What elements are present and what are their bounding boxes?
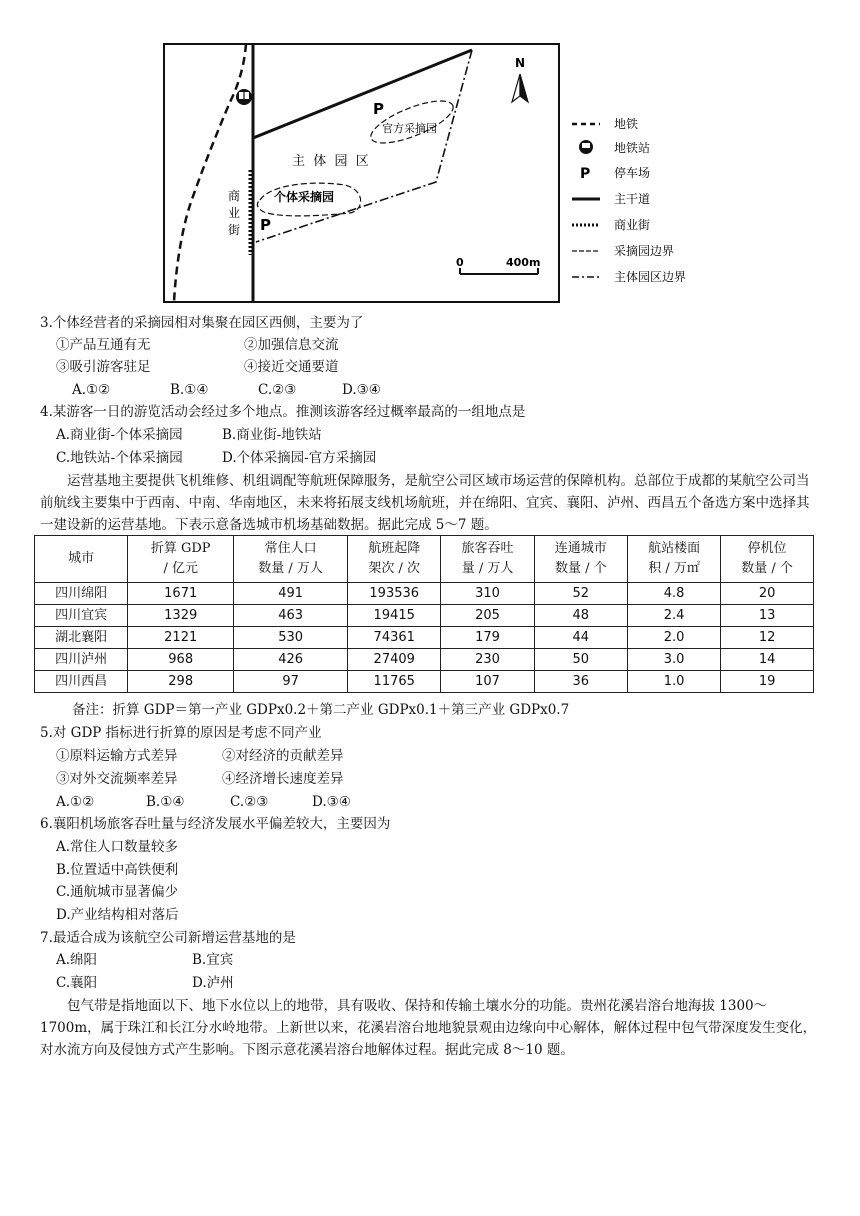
park-boundary [256,50,472,242]
park-map [160,40,700,306]
table-row [35,605,814,627]
table-cell: 107 [441,671,534,693]
table-cell: 530 [234,627,348,649]
legend-parking-icon: P [580,166,591,182]
table-cell: 463 [234,605,348,627]
q5-choice-d: D.③④ [312,794,351,810]
commercial-street-label: 街 [228,223,241,237]
table-header: 旅客吞吐 量 / 万人 [441,536,534,583]
scale-distance: 400m [506,256,541,269]
map-frame [164,44,559,302]
table-cell: 14 [721,649,814,671]
north-arrow-icon [512,74,528,102]
table-note: 备注：折算 GDP＝第一产业 GDPx0.2＋第二产业 GDPx0.1＋第三产业 GDPx0.7 [72,702,570,718]
legend-station-icon [579,140,593,154]
commercial-street-label: 业 [228,206,241,220]
table-cell: 湖北襄阳 [35,627,128,649]
table-cell: 52 [534,583,627,605]
scale-zero: 0 [456,256,464,269]
q3-choice-d: D.③④ [342,382,381,398]
table-cell: 1.0 [627,671,720,693]
q5-option-4: ④经济增长速度差异 [222,771,344,787]
legend-park-label: 主体园区边界 [614,270,687,284]
north-label: N [515,56,526,70]
q3-choice-b: B.①④ [170,382,209,398]
q6-choice-b: B.位置适中高铁便利 [56,862,179,878]
table-cell: 11765 [348,671,441,693]
table-header-row [35,536,814,583]
table-cell: 491 [234,583,348,605]
q4-choice-b: B.商业街-地铁站 [222,427,322,443]
table-cell: 1671 [128,583,234,605]
q5-option-3: ③对外交流频率差异 [56,771,178,787]
table-header: 城市 [35,536,128,583]
table-cell: 四川绵阳 [35,583,128,605]
table-cell: 50 [534,649,627,671]
legend-parking-label: 停车场 [614,166,651,180]
q7-stem: 7.最适合成为该航空公司新增运营基地的是 [40,930,296,946]
parking-icon: P [260,216,271,234]
q4-choice-c: C.地铁站-个体采摘园 [56,450,183,466]
legend [572,116,686,284]
commercial-street-label: 商 [228,189,241,203]
q3-option-2: ②加强信息交流 [244,337,339,353]
q4-stem: 4.某游客一日的游览活动会经过多个地点。推测该游客经过概率最高的一组地点是 [40,404,526,420]
table-cell: 36 [534,671,627,693]
table-cell: 310 [441,583,534,605]
table-cell: 3.0 [627,649,720,671]
airport-data-table [34,535,814,693]
table-header: 常住人口 数量 / 万人 [234,536,348,583]
q5-option-2: ②对经济的贡献差异 [222,748,344,764]
q4-choice-d: D.个体采摘园-官方采摘园 [222,450,377,466]
q5-stem: 5.对 GDP 指标进行折算的原因是考虑不同产业 [40,725,322,741]
table-cell: 205 [441,605,534,627]
q3-option-1: ①产品互通有无 [56,337,151,353]
individual-orchard-label: 个体采摘园 [274,190,335,204]
table-cell: 四川泸州 [35,649,128,671]
legend-station-label: 地铁站 [614,141,651,155]
q7-choice-b: B.宜宾 [192,952,234,968]
table-cell: 2.0 [627,627,720,649]
table-cell: 13 [721,605,814,627]
table-cell: 179 [441,627,534,649]
main-road-diagonal [253,50,472,138]
q6-choice-a: A.常住人口数量较多 [56,839,179,855]
table-cell: 2121 [128,627,234,649]
q5-choice-b: B.①④ [146,794,185,810]
table-header: 连通城市 数量 / 个 [534,536,627,583]
table-cell: 193536 [348,583,441,605]
table-row [35,583,814,605]
q5-choice-a: A.①② [56,794,95,810]
intro-paragraph-karst: 包气带是指地面以下、地下水位以上的地带，具有吸收、保持和传输土壤水分的功能。贵州花溪岩溶台地海拔 1300～1700m，属于珠江和长江分水岭地带。上新世以来，花溪岩溶台地地貌景观由边缘向中心解体，解体过程中包气带深度发生变化，对水流方向及侵蚀方式产生影响。下图示意花溪岩溶台地解体过程。据此完成 8～10 题。 [40,998,817,1058]
q4-choice-a: A.商业街-个体采摘园 [56,427,183,443]
table-cell: 2.4 [627,605,720,627]
table-cell: 四川西昌 [35,671,128,693]
q3-choice-a: A.①② [72,382,111,398]
table-row [35,671,814,693]
q6-stem: 6.襄阳机场旅客吞吐量与经济发展水平偏差较大，主要因为 [40,816,391,832]
table-cell: 20 [721,583,814,605]
table-header: 折算 GDP / 亿元 [128,536,234,583]
q3-stem: 3.个体经营者的采摘园相对集聚在园区西侧，主要为了 [40,315,364,331]
table-cell: 426 [234,649,348,671]
table-cell: 230 [441,649,534,671]
legend-orchard-label: 采摘园边界 [614,244,675,258]
q7-choice-c: C.襄阳 [56,975,98,991]
table-cell: 48 [534,605,627,627]
q3-option-3: ③吸引游客驻足 [56,359,151,375]
table-cell: 1329 [128,605,234,627]
table-cell: 12 [721,627,814,649]
subway-line [174,44,246,302]
q5-choice-c: C.②③ [230,794,269,810]
table-cell: 27409 [348,649,441,671]
table-cell: 97 [234,671,348,693]
table-cell: 19 [721,671,814,693]
table-cell: 44 [534,627,627,649]
legend-street-label: 商业街 [614,218,651,232]
main-park-label: 主 体 园 区 [292,154,369,169]
q7-choice-a: A.绵阳 [56,952,98,968]
intro-paragraph-airline: 运营基地主要提供飞机维修、机组调配等航班保障服务，是航空公司区域市场运营的保障机构。总部位于成都的某航空公司当前航线主要集中于西南、中南、华南地区，未来将拓展支线机场航班，并在绵阳、宜宾、襄阳、泸州、西昌五个备选方案中选择其一建设新的运营基地。下表示意备选城市机场基础数据。据此完成 5～7 题。 [40,473,810,533]
table-cell: 968 [128,649,234,671]
table-header: 停机位 数量 / 个 [721,536,814,583]
table-row [35,649,814,671]
table-cell: 298 [128,671,234,693]
legend-road-label: 主干道 [614,192,651,206]
official-orchard-label: 官方采摘园 [382,122,437,135]
subway-station-icon [236,89,252,105]
q3-choice-c: C.②③ [258,382,297,398]
table-header: 航班起降 架次 / 次 [348,536,441,583]
table-header: 航站楼面 积 / 万㎡ [627,536,720,583]
table-cell: 74361 [348,627,441,649]
table-cell: 4.8 [627,583,720,605]
table-cell: 四川宜宾 [35,605,128,627]
q5-option-1: ①原料运输方式差异 [56,748,178,764]
q6-choice-d: D.产业结构相对落后 [56,907,179,923]
table-row [35,627,814,649]
q7-choice-d: D.泸州 [192,975,234,991]
q6-choice-c: C.通航城市显著偏少 [56,884,179,900]
legend-subway-label: 地铁 [614,117,639,131]
parking-icon: P [373,100,384,118]
table-cell: 19415 [348,605,441,627]
q3-option-4: ④接近交通要道 [244,359,339,375]
